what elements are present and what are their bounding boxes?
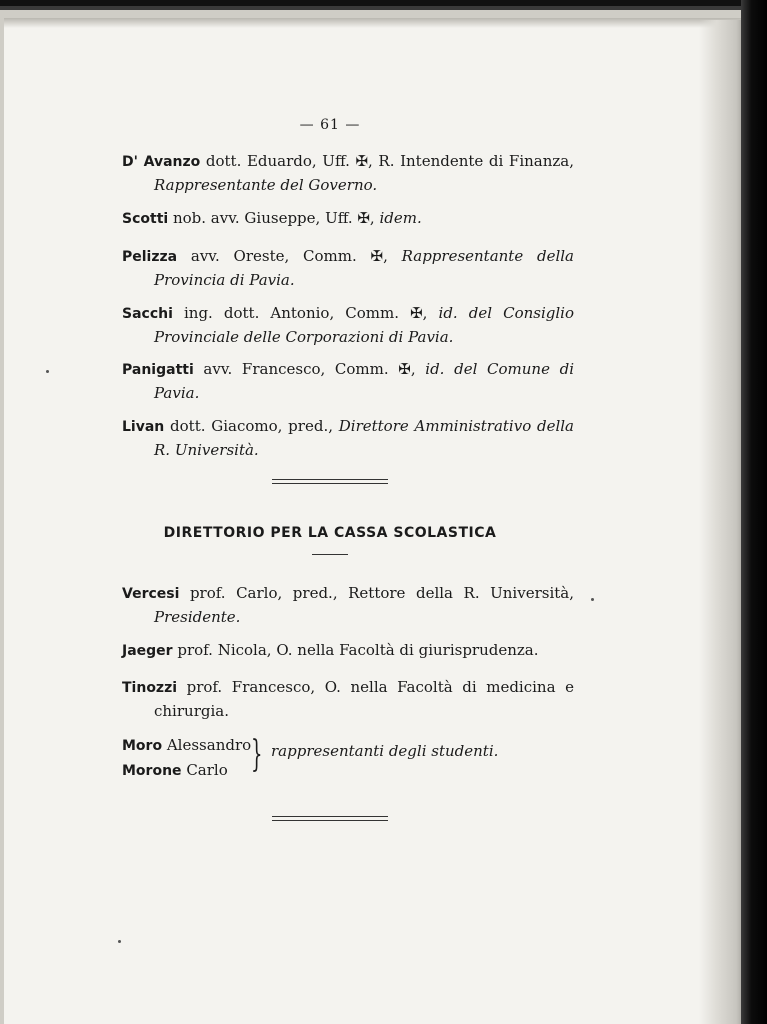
page-number: — 61 —	[299, 117, 361, 133]
entry-text: Alessandro	[162, 736, 252, 754]
entry-name: Pelizza	[122, 249, 178, 265]
entry-davanzo	[122, 150, 574, 197]
entry-role: id. del Comune di Pavia.	[154, 360, 574, 402]
section-divider	[272, 816, 388, 821]
entry-role: Rappresentante del Governo.	[154, 176, 378, 194]
page-gutter-shadow	[699, 20, 743, 1024]
paper-speck	[118, 940, 121, 943]
entry-role: Presidente.	[154, 608, 241, 626]
entry-text: avv. Oreste, Comm. ✠,	[177, 247, 402, 265]
entry-role: idem.	[379, 209, 422, 227]
page-left-edge	[0, 18, 4, 1024]
entry-jaeger	[122, 639, 574, 663]
entry-name: Morone	[122, 763, 182, 779]
entry-name: Tinozzi	[122, 680, 178, 696]
entry-name: D' Avanzo	[122, 154, 201, 170]
representatives-role: rappresentanti degli studenti.	[271, 742, 499, 760]
entry-scotti	[122, 207, 574, 231]
entry-name: Panigatti	[122, 362, 194, 378]
section-heading: DIRETTORIO PER LA CASSA SCOLASTICA	[163, 525, 497, 541]
entry-name: Moro	[122, 738, 163, 754]
entry-role: Direttore Amministrativo della R. Università.	[154, 417, 575, 459]
entry-text: ing. dott. Antonio, Comm. ✠,	[172, 304, 439, 322]
entry-vercesi	[122, 582, 574, 629]
entry-pelizza	[122, 245, 574, 292]
student-representatives	[122, 733, 252, 783]
heading-underline	[312, 554, 348, 555]
section-divider	[272, 479, 388, 484]
paper-speck	[46, 370, 49, 373]
entry-name: Scotti	[122, 211, 169, 227]
entry-panigatti	[122, 358, 574, 405]
entry-name: Vercesi	[122, 586, 180, 602]
paper-speck	[591, 598, 594, 601]
entry-text: prof. Nicola, O. nella Facoltà di giurisprudenza.	[172, 641, 539, 659]
representative-morone	[122, 758, 252, 783]
entry-text: avv. Francesco, Comm. ✠,	[193, 360, 426, 378]
entry-text: prof. Francesco, O. nella Facoltà di medicina e chirurgia.	[154, 678, 574, 720]
entry-text: dott. Giacomo, pred.,	[164, 417, 339, 435]
entry-name: Livan	[122, 419, 165, 435]
grouping-brace: }	[251, 734, 263, 775]
entry-text: Carlo	[181, 761, 228, 779]
book-binding	[741, 0, 767, 1024]
entry-role: id. del Consiglio Provinciale delle Corporazioni di Pavia.	[154, 304, 574, 346]
entry-sacchi	[122, 302, 574, 349]
entry-livan	[122, 415, 574, 462]
entry-text: prof. Carlo, pred., Rettore della R. Università,	[179, 584, 574, 602]
page-top-edge	[0, 0, 767, 18]
entry-tinozzi	[122, 676, 574, 723]
entry-text: dott. Eduardo, Uff. ✠, R. Intendente di Finanza,	[200, 152, 574, 170]
entry-role: Rappresentante della Provincia di Pavia.	[154, 247, 574, 289]
entry-text: nob. avv. Giuseppe, Uff. ✠,	[168, 209, 380, 227]
representative-moro	[122, 733, 252, 758]
entry-name: Sacchi	[122, 306, 173, 322]
entry-name: Jaeger	[122, 643, 173, 659]
